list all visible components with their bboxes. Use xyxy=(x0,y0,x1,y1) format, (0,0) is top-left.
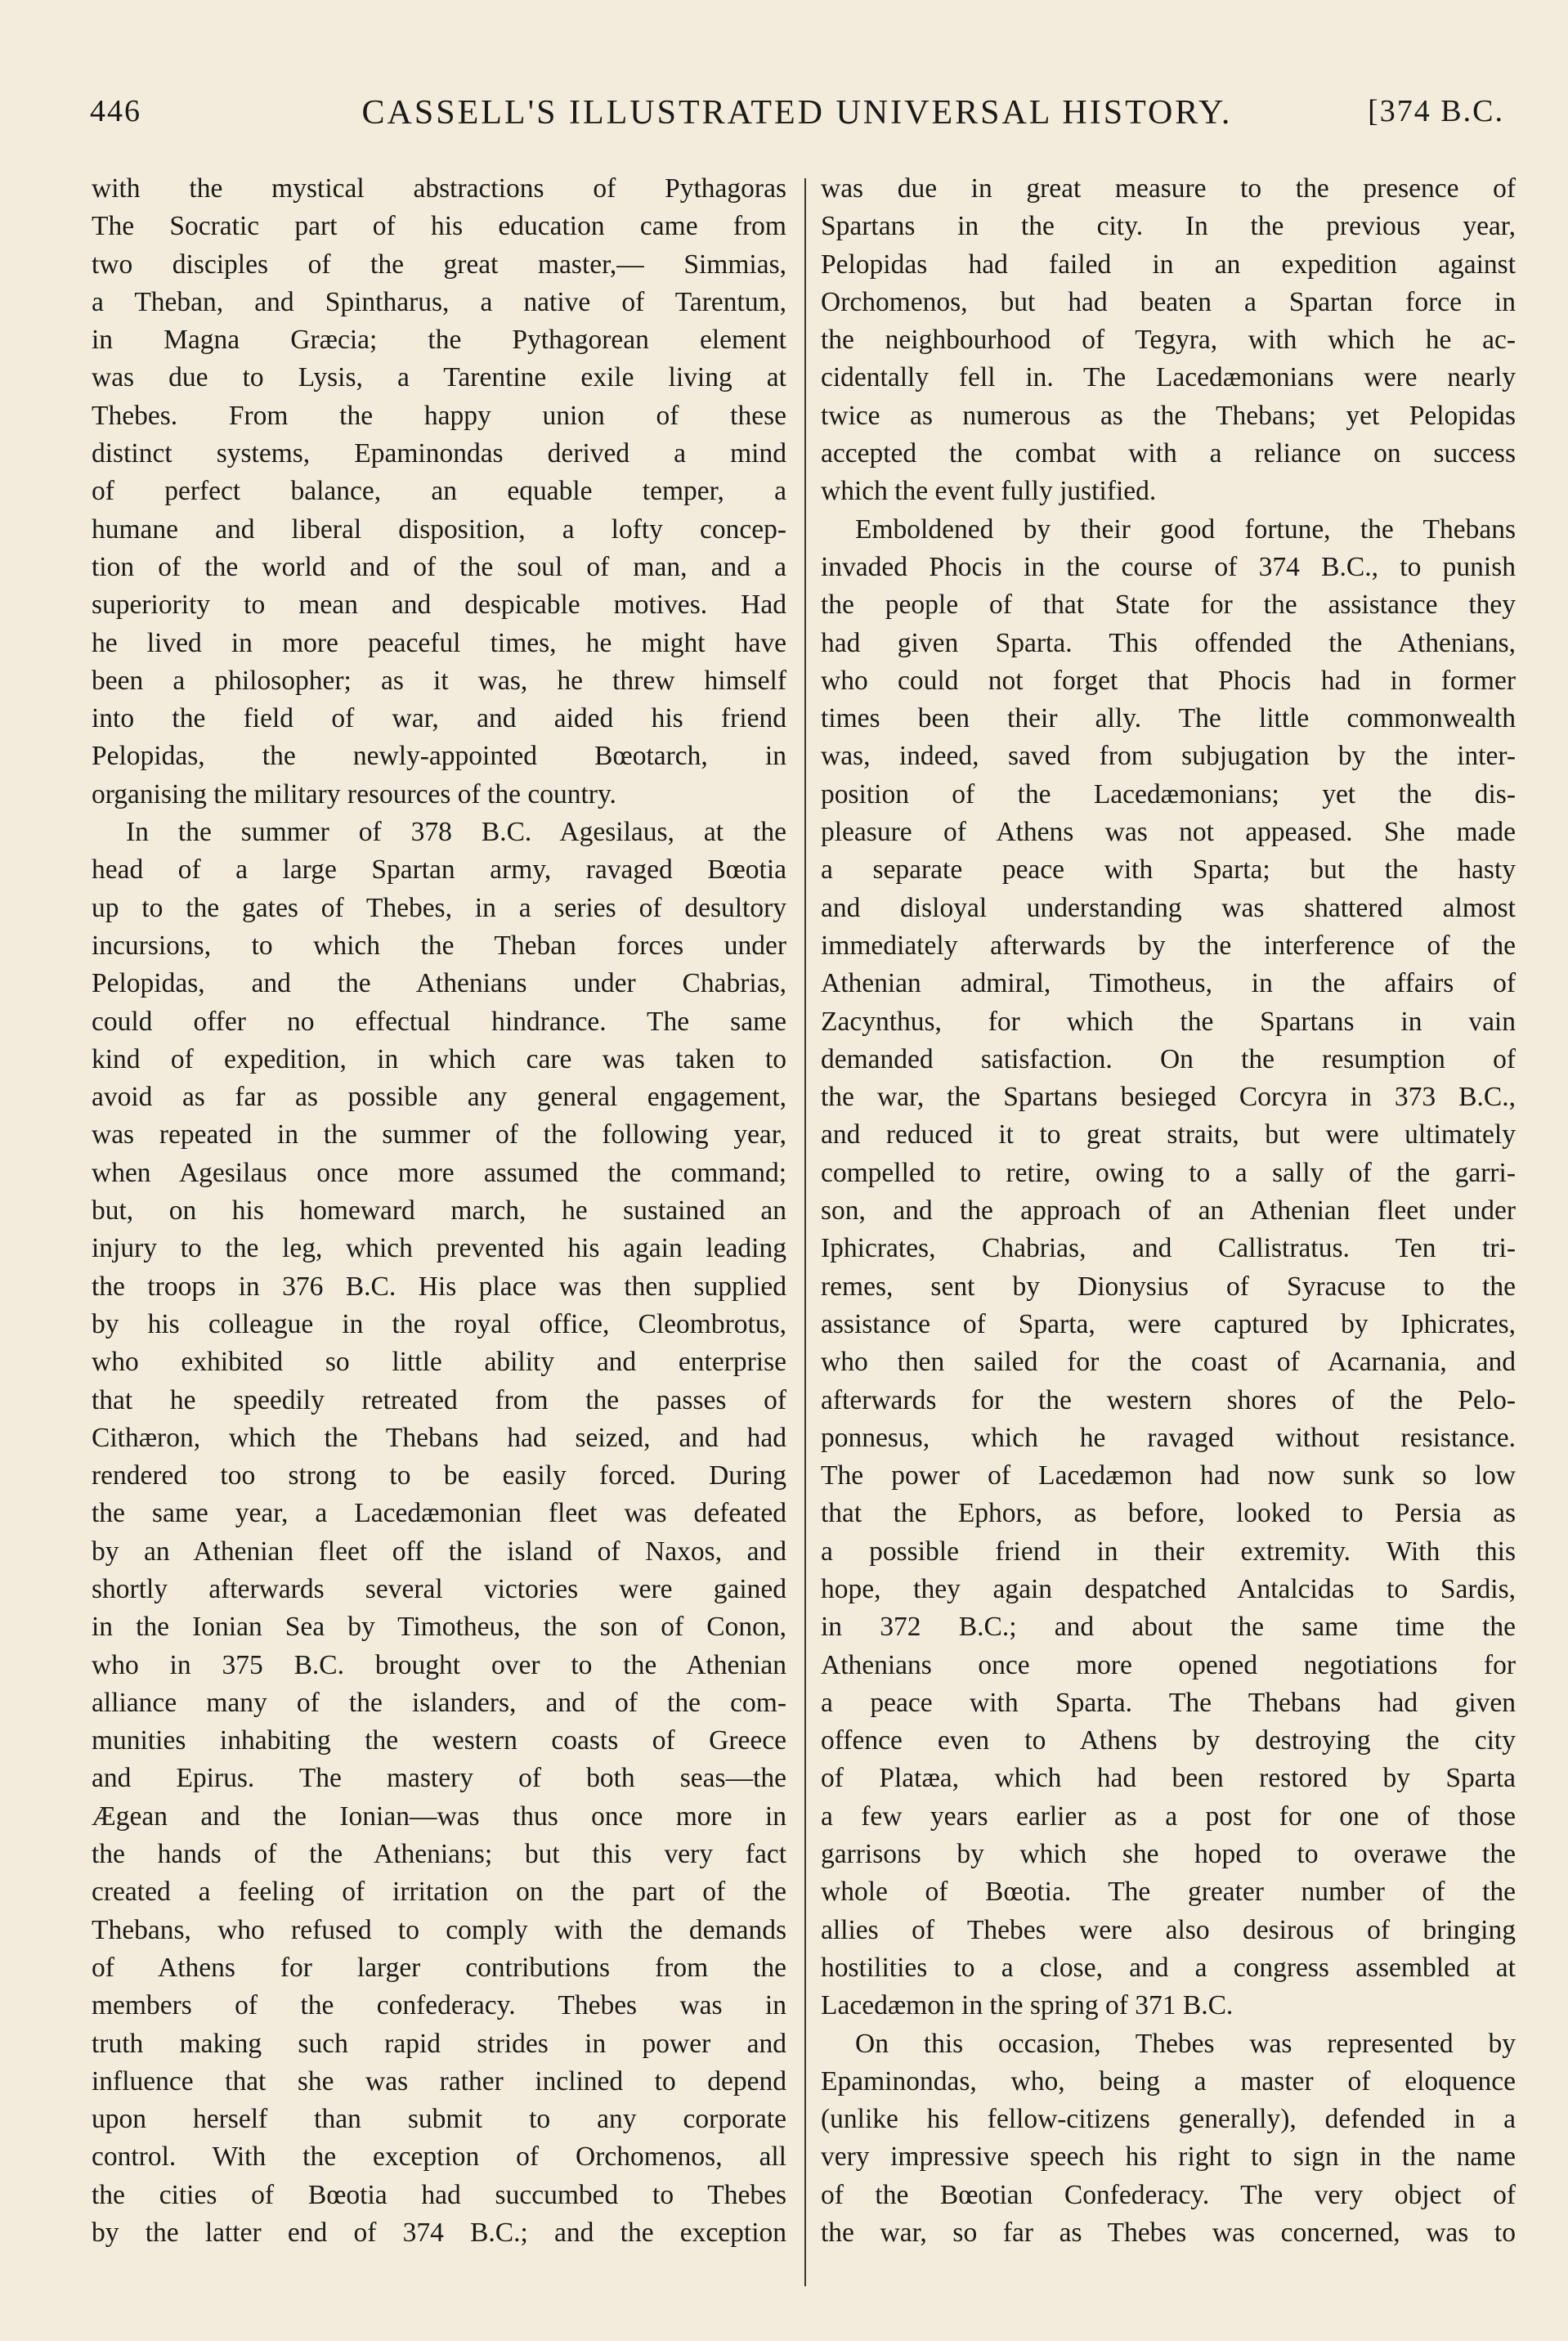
text-line: organising the military resources of the country. xyxy=(92,778,616,809)
text-line: truth making such rapid strides in power and xyxy=(92,2028,786,2059)
text-line: Thebes. From the happy union of these xyxy=(92,400,786,431)
text-line: of perfect balance, an equable temper, a xyxy=(92,476,786,507)
text-line: afterwards for the western shores of the Pelo- xyxy=(821,1384,1516,1415)
text-line: when Agesilaus once more assumed the command; xyxy=(92,1157,786,1188)
text-line: cidentally fell in. The Lacedæmonians were nearly xyxy=(821,362,1516,393)
text-line: control. With the exception of Orchomenos, all xyxy=(92,2141,786,2173)
text-line: whole of Bœotia. The greater number of the xyxy=(821,1877,1516,1908)
text-line: humane and liberal disposition, a lofty concep- xyxy=(92,513,786,545)
text-line: tion of the world and of the soul of man, and a xyxy=(92,551,786,582)
text-line: who exhibited so little ability and enterprise xyxy=(92,1347,786,1378)
text-line: the hands of the Athenians; but this very fact xyxy=(92,1839,786,1870)
text-line: Emboldened by their good fortune, the Thebans xyxy=(855,513,1516,545)
text-line: shortly afterwards several victories were gained xyxy=(92,1573,786,1604)
text-line: invaded Phocis in the course of 374 B.C., to punish xyxy=(821,551,1516,582)
text-line: superiority to mean and despicable motives. Had xyxy=(92,590,786,621)
text-line: head of a large Spartan army, ravaged Bœotia xyxy=(92,854,786,886)
text-line: Pelopidas, and the Athenians under Chabrias, xyxy=(92,968,786,999)
text-line: who then sailed for the coast of Acarnania, and xyxy=(821,1347,1516,1378)
text-line: two disciples of the great master,— Simmias, xyxy=(92,249,786,280)
text-line: Athenians once more opened negotiations for xyxy=(821,1649,1516,1680)
date-range: [374 B.C. xyxy=(1368,94,1504,128)
text-line: Orchomenos, but had beaten a Spartan force in xyxy=(821,286,1516,317)
text-line: accepted the combat with a reliance on success xyxy=(821,438,1516,469)
text-line: the people of that State for the assistance they xyxy=(821,590,1516,621)
text-line: a possible friend in their extremity. With this xyxy=(821,1536,1516,1567)
text-line: Spartans in the city. In the previous year, xyxy=(821,211,1516,242)
text-line: son, and the approach of an Athenian fleet under xyxy=(821,1195,1516,1227)
text-line: up to the gates of Thebes, in a series of desultory xyxy=(92,892,786,923)
text-line: created a feeling of irritation on the part of the xyxy=(92,1877,786,1908)
text-line: Lacedæmon in the spring of 371 B.C. xyxy=(821,1990,1234,2021)
text-line: had given Sparta. This offended the Athenians, xyxy=(821,627,1516,658)
text-line: immediately afterwards by the interference of the xyxy=(821,930,1516,961)
text-line: injury to the leg, which prevented his again leading xyxy=(92,1233,786,1264)
text-line: in 372 B.C.; and about the same time the xyxy=(821,1612,1516,1643)
text-line: garrisons by which she hoped to overawe the xyxy=(821,1839,1516,1870)
text-line: In the summer of 378 B.C. Agesilaus, at the xyxy=(126,817,786,848)
text-line: a Theban, and Spintharus, a native of Tarentum, xyxy=(92,286,786,317)
text-line: incursions, to which the Theban forces under xyxy=(92,930,786,961)
text-line: of Athens for larger contributions from the xyxy=(92,1952,786,1983)
text-line: upon herself than submit to any corporate xyxy=(92,2104,786,2135)
text-line: munities inhabiting the western coasts of Greece xyxy=(92,1725,786,1756)
text-line: could offer no effectual hindrance. The same xyxy=(92,1006,786,1037)
text-line: alliance many of the islanders, and of the com- xyxy=(92,1687,786,1718)
text-line: Iphicrates, Chabrias, and Callistratus. Ten tri- xyxy=(821,1233,1516,1264)
text-line: The power of Lacedæmon had now sunk so low xyxy=(821,1460,1516,1491)
text-line: hope, they again despatched Antalcidas to Sardis, xyxy=(821,1573,1516,1604)
text-line: that he speedily retreated from the passes of xyxy=(92,1384,786,1415)
left-column xyxy=(92,170,786,2252)
text-line: a few years earlier as a post for one of those xyxy=(821,1801,1516,1832)
text-line: distinct systems, Epaminondas derived a mind xyxy=(92,438,786,469)
right-column xyxy=(821,170,1516,2252)
text-line: remes, sent by Dionysius of Syracuse to the xyxy=(821,1271,1516,1302)
text-line: and Epirus. The mastery of both seas—the xyxy=(92,1763,786,1794)
text-line: a peace with Sparta. The Thebans had given xyxy=(821,1687,1516,1718)
text-line: The Socratic part of his education came from xyxy=(92,211,786,242)
text-line: compelled to retire, owing to a sally of the garri- xyxy=(821,1157,1516,1188)
text-line: he lived in more peaceful times, he might have xyxy=(92,627,786,658)
text-line: with the mystical abstractions of Pythagoras xyxy=(92,173,786,204)
text-line: in Magna Græcia; the Pythagorean element xyxy=(92,325,786,356)
text-line: by an Athenian fleet off the island of Naxos, and xyxy=(92,1536,786,1567)
text-line: the troops in 376 B.C. His place was then supplied xyxy=(92,1271,786,1302)
text-line: (unlike his fellow-citizens generally), defended in a xyxy=(821,2104,1516,2135)
text-line: of the Bœotian Confederacy. The very object of xyxy=(821,2179,1516,2210)
text-line: members of the confederacy. Thebes was in xyxy=(92,1990,786,2021)
text-line: On this occasion, Thebes was represented by xyxy=(855,2028,1516,2059)
page-number: 446 xyxy=(90,94,141,128)
text-line: rendered too strong to be easily forced. During xyxy=(92,1460,786,1491)
text-line: that the Ephors, as before, looked to Persia as xyxy=(821,1498,1516,1529)
text-line: assistance of Sparta, were captured by Iphicrates, xyxy=(821,1308,1516,1339)
text-line: by the latter end of 374 B.C.; and the exception xyxy=(92,2218,786,2249)
text-line: times been their ally. The little commonwealth xyxy=(821,703,1516,734)
text-line: the cities of Bœotia had succumbed to Thebes xyxy=(92,2179,786,2210)
text-line: who in 375 B.C. brought over to the Athenian xyxy=(92,1649,786,1680)
text-line: demanded satisfaction. On the resumption of xyxy=(821,1043,1516,1074)
text-line: and disloyal understanding was shattered almost xyxy=(821,892,1516,923)
text-line: but, on his homeward march, he sustained an xyxy=(92,1195,786,1227)
text-line: the neighbourhood of Tegyra, with which he ac- xyxy=(821,325,1516,356)
text-line: Thebans, who refused to comply with the demands xyxy=(92,1914,786,1945)
text-line: Athenian admiral, Timotheus, in the affairs of xyxy=(821,968,1516,999)
text-line: very impressive speech his right to sign in the name xyxy=(821,2141,1516,2173)
text-line: Ægean and the Ionian—was thus once more in xyxy=(92,1801,786,1832)
text-line: in the Ionian Sea by Timotheus, the son of Conon, xyxy=(92,1612,786,1643)
text-line: Epaminondas, who, being a master of eloquence xyxy=(821,2065,1516,2097)
text-line: which the event fully justified. xyxy=(821,476,1157,507)
text-line: who could not forget that Phocis had in former xyxy=(821,665,1516,696)
text-line: into the field of war, and aided his friend xyxy=(92,703,786,734)
text-line: Cithæron, which the Thebans had seized, and had xyxy=(92,1422,786,1453)
text-line: was due in great measure to the presence of xyxy=(821,173,1516,204)
text-line: of Platæa, which had been restored by Sparta xyxy=(821,1763,1516,1794)
page-header xyxy=(90,85,1504,134)
text-line: the same year, a Lacedæmonian fleet was defeated xyxy=(92,1498,786,1529)
text-line: was repeated in the summer of the following year, xyxy=(92,1119,786,1150)
text-line: offence even to Athens by destroying the city xyxy=(821,1725,1516,1756)
text-line: by his colleague in the royal office, Cleombrotus, xyxy=(92,1308,786,1339)
text-line: hostilities to a close, and a congress assembled at xyxy=(821,1952,1516,1983)
column-divider xyxy=(804,178,806,2286)
text-line: been a philosopher; as it was, he threw himself xyxy=(92,665,786,696)
text-line: pleasure of Athens was not appeased. She made xyxy=(821,817,1516,848)
text-line: Zacynthus, for which the Spartans in vain xyxy=(821,1006,1516,1037)
text-line: Pelopidas had failed in an expedition against xyxy=(821,249,1516,280)
text-line: twice as numerous as the Thebans; yet Pelopidas xyxy=(821,400,1516,431)
text-line: was due to Lysis, a Tarentine exile living at xyxy=(92,362,786,393)
running-title: CASSELL'S ILLUSTRATED UNIVERSAL HISTORY. xyxy=(361,94,1233,132)
text-line: kind of expedition, in which care was taken to xyxy=(92,1043,786,1074)
text-line: ponnesus, which he ravaged without resistance. xyxy=(821,1422,1516,1453)
text-line: avoid as far as possible any general engagement, xyxy=(92,1082,786,1113)
text-line: a separate peace with Sparta; but the hasty xyxy=(821,854,1516,886)
text-line: and reduced it to great straits, but were ultimately xyxy=(821,1119,1516,1150)
text-line: allies of Thebes were also desirous of bringing xyxy=(821,1914,1516,1945)
text-line: position of the Lacedæmonians; yet the dis- xyxy=(821,778,1516,809)
text-line: Pelopidas, the newly-appointed Bœotarch, in xyxy=(92,741,786,772)
text-line: the war, so far as Thebes was concerned, was to xyxy=(821,2218,1516,2249)
text-line: was, indeed, saved from subjugation by the inter- xyxy=(821,741,1516,772)
text-line: influence that she was rather inclined to depend xyxy=(92,2065,786,2097)
text-line: the war, the Spartans besieged Corcyra in 373 B.C., xyxy=(821,1082,1516,1113)
